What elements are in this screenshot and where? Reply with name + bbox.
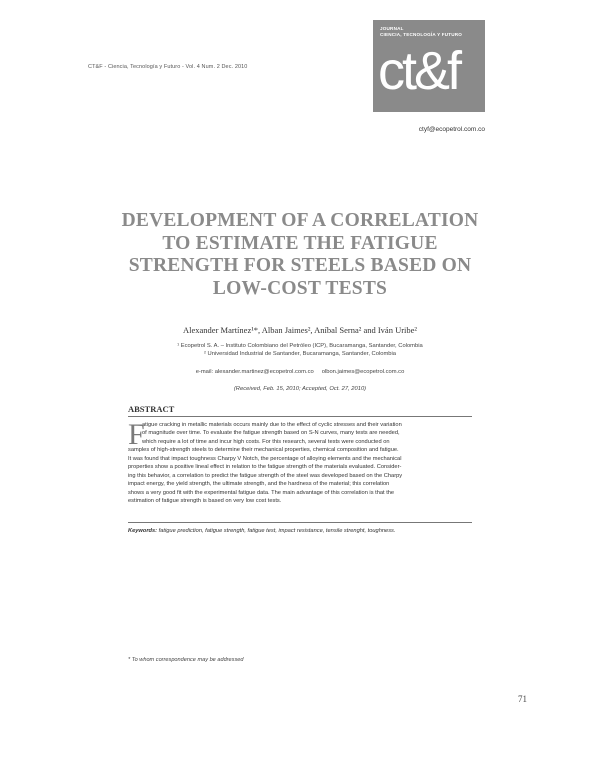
- page-number: 71: [518, 694, 527, 704]
- affiliation-1: ¹ Ecopetrol S. A. – Instituto Colombiano del Petróleo (ICP), Bucaramanga, Santander, Colombia: [177, 343, 423, 349]
- keywords-label: Keywords:: [128, 528, 158, 534]
- abstract-line: ing this behavior, a correlation to predict the fatigue strength of the steel was developed based on the Charpy: [128, 472, 403, 479]
- logo-journal-line2: CIENCIA, TECNOLOGÍA Y FUTURO: [380, 31, 463, 37]
- email-2: olbon.jaimes@ecopetrol.com.co: [321, 369, 405, 375]
- affiliation-2: ² Universidad Industrial de Santander, Bucaramanga, Santander, Colombia: [203, 351, 397, 357]
- abstract-body: [128, 418, 472, 505]
- author-emails: [100, 369, 500, 375]
- abstract-heading: ABSTRACT: [128, 404, 175, 414]
- logo-journal-line1: JOURNAL: [380, 26, 404, 31]
- abstract-line: impact energy, the yield strength, the ultimate strength, and the hardness of the material; this correlation: [128, 481, 390, 488]
- abstract-line: properties show a positive lineal effect in relation to the fatigue strength of the materials evaluated. Consider-: [128, 464, 402, 471]
- keywords-text: fatigue prediction, fatigue strength, fatigue test, impact resistance, tensile strenght, toughness.: [158, 528, 396, 534]
- abstract-line: samples of high-strength steels to determine their mechanical properties, chemical composition and fatigue.: [128, 447, 399, 454]
- journal-email: ctyf@ecopetrol.com.co: [418, 126, 485, 133]
- title-line: TO ESTIMATE THE FATIGUE: [162, 232, 438, 254]
- abstract-line: estimation of fatigue strength is based on very low cost tests.: [128, 497, 282, 504]
- paper-title: [100, 210, 500, 300]
- email-1: e-mail: alexander.martinez@ecopetrol.com.co: [195, 369, 314, 375]
- correspondence-footnote: * To whom correspondence may be addressed: [128, 657, 244, 663]
- abstract-top-rule: [128, 416, 472, 417]
- logo-wordmark: ct&f: [378, 41, 460, 101]
- title-line: STRENGTH FOR STEELS BASED ON: [128, 255, 472, 276]
- received-accepted-dates: (Received, Feb. 15, 2010; Accepted, Oct. 27, 2010): [233, 386, 367, 392]
- abstract-line: It was found that impact toughness Charpy V Notch, the percentage of alloying elements and the mechanical: [128, 455, 402, 462]
- abstract-line: atigue cracking in metallic materials occurs mainly due to the effect of cyclic stresses and their variation: [142, 422, 402, 428]
- title-line: DEVELOPMENT OF A CORRELATION: [121, 210, 479, 231]
- abstract-dropcap: F: [128, 418, 145, 451]
- abstract-line: which require a lot of time and incur high costs. For this research, several tests were conducted on: [142, 438, 390, 445]
- journal-citation-header: CT&F - Ciencia, Tecnología y Futuro - Vol. 4 Num. 2 Dec. 2010: [88, 64, 248, 70]
- abstract-line: of magnitude over time. To evaluate the fatigue strength based on S-N curves, many tests are needed,: [142, 430, 400, 437]
- abstract-line: shows a very good fit with the experimental fatigue data. The main advantage of this correlation is that the: [128, 489, 395, 496]
- journal-logo: [373, 20, 485, 112]
- author-list: Alexander Martínez¹*, Alban Jaimes², Aníbal Serna² and Iván Uribe²: [183, 325, 417, 335]
- title-line: LOW-COST TESTS: [212, 277, 388, 299]
- keywords: [128, 528, 395, 534]
- abstract-bottom-rule: [128, 522, 472, 523]
